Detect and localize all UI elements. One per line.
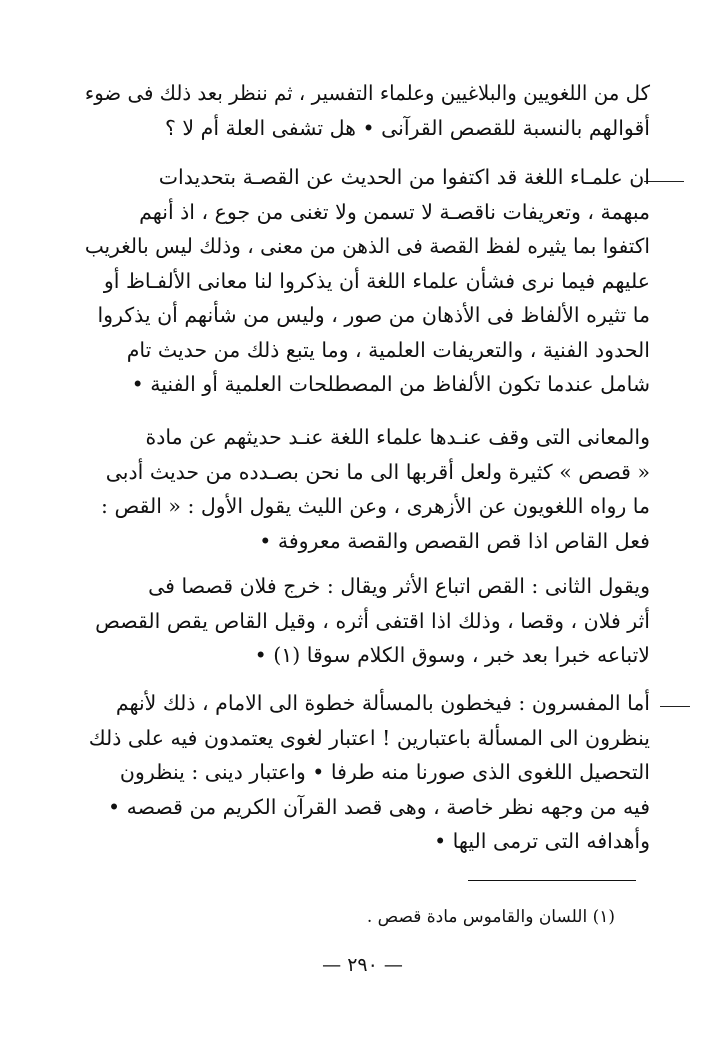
paragraph-3 bbox=[85, 420, 650, 558]
text-line: « قصص » كثيرة ولعل أقربها الى ما نحن بصـدده من حديث أدبى bbox=[105, 459, 650, 484]
text-line: وأهدافه التى ترمى اليها • bbox=[434, 829, 650, 853]
page-number: — ٢٩٠ — bbox=[322, 954, 403, 976]
text-line: اكتفوا بما يثيره لفظ القصة فى الذهن من معنى ، وذلك ليس بالغريب bbox=[84, 234, 650, 258]
text-line: ان علمـاء اللغة قد اكتفوا من الحديث عن القصـة بتحديدات bbox=[158, 165, 650, 189]
margin-pen-mark bbox=[644, 181, 684, 182]
text-line: ما تثيره الألفاظ فى الأذهان من صور ، وليس من شأنهم أن يذكروا bbox=[97, 303, 650, 327]
text-line: كل من اللغويين والبلاغيين وعلماء التفسير ، ثم ننظر بعد ذلك فى ضوء bbox=[84, 81, 650, 105]
text-line: فيه من وجهه نظر خاصة ، وهى قصد القرآن الكريم من قصصه • bbox=[108, 794, 650, 819]
text-line: عليهم فيما نرى فشأن علماء اللغة أن يذكروا لنا معانى الألفـاظ أو bbox=[103, 268, 650, 293]
text-line: أثر فلان ، وقصا ، وذلك اذا اقتفى أثره ، وقيل القاص يقص القصص bbox=[95, 608, 650, 633]
paragraph-5 bbox=[85, 686, 650, 859]
text-line: أما المفسرون : فيخطون بالمسألة خطوة الى الامام ، ذلك لأنهم bbox=[115, 691, 650, 715]
text-line: شامل عندما تكون الألفاظ من المصطلحات العلمية أو الفنية • bbox=[131, 372, 650, 396]
paragraph-4 bbox=[85, 569, 650, 673]
text-line: ما رواه اللغويون عن الأزهرى ، وعن الليث يقول الأول : « القص : bbox=[101, 494, 650, 518]
text-line: مبهمة ، وتعريفات ناقصـة لا تسمن ولا تغنى من جوع ، اذ أنهم bbox=[139, 199, 650, 224]
footnote-separator bbox=[468, 880, 636, 881]
text-line: والمعانى التى وقف عنـدها علماء اللغة عنـد حديثهم عن مادة bbox=[145, 425, 650, 449]
text-line: فعل القاص اذا قص القصص والقصة معروفة • bbox=[259, 528, 650, 553]
text-line: الحدود الفنية ، والتعريفات العلمية ، وما يتبع ذلك من حديث تام bbox=[126, 337, 650, 362]
footnote: (١) اللسان والقاموس مادة قصص . bbox=[366, 907, 615, 927]
paragraph-1 bbox=[85, 76, 650, 145]
text-line: ينظرون الى المسألة باعتبارين ! اعتبار لغوى يعتمدون فيه على ذلك bbox=[88, 725, 650, 750]
margin-pen-mark bbox=[660, 706, 690, 707]
text-line: أقوالهم بالنسبة للقصص القرآنى • هل تشفى العلة أم لا ؟ bbox=[165, 115, 650, 140]
text-line: لاتباعه خبرا بعد خبر ، وسوق الكلام سوقا (١) • bbox=[254, 643, 650, 667]
paragraph-2 bbox=[85, 160, 650, 402]
text-line: التحصيل اللغوى الذى صورنا منه طرفا • واعتبار دينى : ينظرون bbox=[119, 760, 650, 784]
text-line: ويقول الثانى : القص اتباع الأثر ويقال : خرج فلان قصصا فى bbox=[148, 574, 650, 598]
